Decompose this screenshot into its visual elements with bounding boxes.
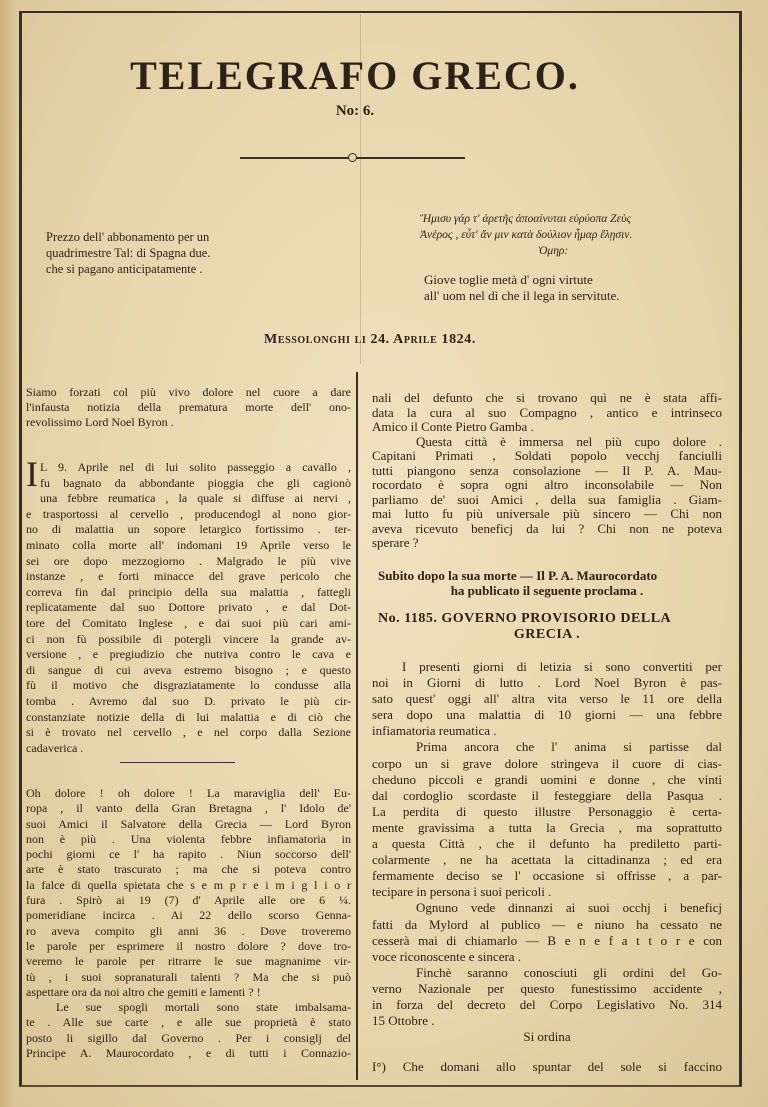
- text-line: mai lutto fu più universale più sincero — Chi non: [372, 507, 722, 521]
- text-line: fura . Spirò ai 19 (7) d' Aprile alle ore 6 ¼.: [26, 893, 351, 908]
- text-line: I°) Che domani allo spuntar del sole si faccino: [372, 1059, 722, 1075]
- text-line: cesserà mai di chiamarlo — B e n e f a t t o r e con: [372, 932, 722, 948]
- text-line: L 9. Aprile nel di lui solito passeggio a cavallo ,: [40, 460, 351, 474]
- text-line: corpo un si grave dolore stringeva il cuore di cias-: [372, 755, 722, 771]
- announcement-line: ha publicato il seguente proclama .: [450, 583, 644, 598]
- heading-line: No. 1185. GOVERNO PROVISORIO DELLA: [378, 611, 672, 626]
- text-line: Ognuno vede dinnanzi ai suoi occhj i beneficj: [416, 900, 722, 916]
- text-line: si è trovato nel cervello , e nel corpo dalla Sezione: [26, 725, 351, 740]
- text-line: voce riconoscente e sincera .: [372, 948, 522, 964]
- text-line: Le sue spogli mortali sono state imbalsama-: [56, 1000, 351, 1015]
- text-line: la falce di quella spietata che s e m p r e i m i g l i o r: [26, 877, 351, 892]
- proclamation-heading: [372, 611, 722, 643]
- text-line: constanziate notizie della di lui malattia e di ciò che: [26, 709, 351, 724]
- text-line: in forza del decreto del Corpo Legislativo No. 314: [372, 996, 722, 1012]
- text-line: correva fin dal principio della sua malattia , fattegli: [26, 584, 351, 599]
- text-line: Siamo forzati col più vivo dolore nel cuore a dare: [26, 385, 351, 399]
- order-heading: Si ordina: [523, 1029, 571, 1045]
- text-line: replicatamente dal suo Dottore privato , e dal Dot-: [26, 600, 351, 615]
- text-line: Finchè saranno conosciuti gli ordini del Go-: [416, 964, 722, 980]
- text-line: cadaverica .: [26, 740, 84, 755]
- text-line: sato quest' oggi all' altra vita verso le 11 ore della: [372, 691, 722, 707]
- text-line: tù , i suoi sopranaturali talenti ? Ma che si può: [26, 969, 351, 984]
- text-line: revolissimo Lord Noel Byron .: [26, 415, 174, 429]
- text-line: ropa , il vanto della Gran Bretagna , l' Idolo de': [26, 801, 351, 816]
- text-line: ci non fù possibile di potergli vincere la grande av-: [26, 631, 351, 646]
- heading-line: GRECIA .: [513, 627, 581, 642]
- italian-line: all' uom nel dì che il lega in servitute.: [424, 288, 620, 303]
- adjacent-page-edge: [0, 0, 16, 1107]
- text-line: Oh dolore ! oh dolore ! La maraviglia dell' Eu-: [26, 786, 351, 800]
- greek-line: Ἥμισυ γάρ τ' ἀρετῆς ἀποαίνυται εὐρύοπα Ζεὺς: [420, 213, 632, 225]
- text-line: di sangue di cui aveva estremo bisogno ; e questo: [26, 662, 351, 677]
- text-line: arte è stato trascurato ; ma che si poteva contro: [26, 862, 351, 877]
- drop-cap: I: [26, 454, 38, 494]
- text-line: verno Nazionale per questo funestissimo accidente ,: [372, 980, 722, 996]
- paragraph: [372, 739, 722, 900]
- text-line: tecipare in persona i suoi pericoli .: [372, 884, 552, 900]
- text-line: pochi giorni ce l' ha rapito . Niun soccorso dell': [26, 847, 351, 862]
- greek-author: Ὁμηρ:: [538, 245, 569, 257]
- text-line: suoi Amici il Salvatore della Grecia — Lord Byron: [26, 816, 351, 831]
- text-line: Questa città è immersa nel più cupo dolore .: [416, 434, 722, 449]
- text-line: a questa Città , che il defunto ha prediletto parti-: [372, 836, 722, 852]
- text-line: veremo le parole per ritrarre le sue magnanime vir-: [26, 954, 351, 969]
- text-line: tore del Comitato Inglese , e dai suoi più cari ami-: [26, 615, 351, 630]
- announcement-line: Subito dopo la sua morte — Il P. A. Maurocordato: [378, 568, 658, 583]
- text-line: l'infausta notizia della prematura morte dell' ono-: [26, 400, 351, 414]
- paragraph: [372, 1059, 722, 1075]
- paragraph: [26, 385, 351, 430]
- text-line: versione , e pregiudizio che nutriva contro le cava e: [26, 647, 351, 662]
- italian-line: Giove toglie metà d' ogni virtute: [424, 272, 593, 287]
- paragraph: [372, 391, 722, 435]
- text-line: 15 Ottobre .: [372, 1013, 435, 1029]
- text-line: parliamo de' suoi Amici , della sua famiglia . Giam-: [372, 492, 722, 507]
- text-line: I presenti giorni di letizia si sono convertiti per: [402, 659, 722, 674]
- paragraph: [372, 900, 722, 964]
- paragraph: [26, 1000, 351, 1061]
- text-line: fermamente deciso se l' occasione si offrisse , a par-: [372, 868, 722, 884]
- text-line: noi in Giorni di lutto . Lord Noel Byron è pas-: [372, 675, 722, 691]
- section-divider: [120, 762, 235, 763]
- paragraph-drop-cap: [26, 454, 351, 756]
- announcement: [372, 568, 722, 598]
- text-line: infiamatoria reumatica .: [372, 723, 497, 739]
- proclamation-body: [372, 659, 722, 1075]
- text-line: fù il motivo che disgraziatamente lo condusse alla: [26, 678, 351, 693]
- text-line: aspettare ora da noi altro che gemiti e lamenti ? !: [26, 984, 261, 999]
- text-line: Amico il Conte Pietro Gamba .: [372, 420, 534, 434]
- subscription-line: che si pagano anticipatamente .: [46, 262, 203, 276]
- text-line: tutti piangono senza consolazione — Il P. A. Mau-: [372, 463, 722, 478]
- text-line: fatti da Mylord al publico — e niuno ha cessato ne: [372, 916, 722, 932]
- text-line: Principe A. Maurocordato , e di tutti i Connazio-: [26, 1046, 351, 1061]
- right-column-top: [372, 391, 722, 551]
- ornamental-rule-dot: [348, 153, 357, 162]
- paragraph: [372, 435, 722, 551]
- text-line: Capitani Primati , Soldati popolo vecchj fanciulli: [372, 449, 722, 463]
- text-line: mente gravissima a tutta la Grecia , ma soprattutto: [372, 819, 722, 835]
- text-line: le parole per esprimere il nostro dolore ? dove tro-: [26, 938, 351, 953]
- dateline: Messolonghi li 24. Aprile 1824.: [264, 332, 476, 347]
- text-line: Prima ancora che l' anima si partisse dal: [416, 739, 722, 755]
- text-line: tomba . Avremo dal suo D. privato le più cir-: [26, 693, 351, 708]
- masthead-title: TELEGRAFO GRECO.: [130, 53, 580, 98]
- text-line: nali del defunto che si trovano quì ne è stata affi-: [372, 391, 722, 405]
- epigraph-greek: [420, 211, 632, 259]
- text-line: una febbre reumatica , la quale si diffuse ai nervi ,: [40, 491, 351, 506]
- text-line: no di malattia un sopore letargico fortissimo . ter-: [26, 522, 351, 537]
- paragraph: [26, 786, 351, 1000]
- issue-number: No: 6.: [335, 103, 375, 119]
- text-line: sera dopo una malattia di 10 giorni — una febbre: [372, 707, 722, 723]
- paragraph: [372, 659, 722, 739]
- text-line: ro aveva compito gli anni 36 . Dove troveremo: [26, 923, 351, 938]
- text-line: sei ore dopo mezzogiorno . Malgrado le più vive: [26, 553, 351, 568]
- greek-line: Ἀνέρος , εὖτ' ἄν μιν κατὰ δούλιον ἦμαρ ἕλῃσιν.: [420, 229, 633, 241]
- text-line: minato colla morte all' indomani 19 Aprile verso le: [26, 537, 351, 552]
- subscription-line: quadrimestre Tal: di Spagna due.: [46, 246, 211, 260]
- text-line: non è più . Una violenta febbre infiamatoria in: [26, 831, 351, 846]
- text-line: fu bagnato da abbondante pioggia che gli cagionò: [40, 475, 351, 490]
- text-line: instanze , e forti minacce del grave pericolo che: [26, 569, 351, 584]
- text-line: posto li sigillo dal Governo . Per i consiglj del: [26, 1030, 351, 1045]
- column-separator: [356, 372, 358, 1080]
- text-line: pomeridiane incirca . Ai 22 dello scorso Genna-: [26, 908, 351, 923]
- text-line: data la cura al suo Compagno , antico e intrinseco: [372, 405, 722, 420]
- text-line: colarmente , ne ha acettata la cittadinanza ; ed era: [372, 852, 722, 868]
- text-line: cheduno piccoli e grandi uomini e donne , che vinti: [372, 771, 722, 787]
- text-line: dal cordoglio scordaste il festeggiare della Pasqua .: [372, 787, 722, 803]
- text-line: e trasportossi al cervello , producendogl al nono gior-: [26, 506, 351, 521]
- paragraph-body: [26, 454, 351, 756]
- paragraph: [372, 965, 722, 1029]
- text-line: sperare ?: [372, 536, 419, 550]
- epigraph-italian: [424, 272, 619, 304]
- text-line: te . Alle sue carte , e alle sue proprietà è stato: [26, 1015, 351, 1030]
- subscription-line: Prezzo dell' abbonamento per un: [46, 230, 210, 244]
- text-line: rocordato è sopra ogni altro inconsolabile — Non: [372, 478, 722, 492]
- column-continuation: [26, 786, 351, 1061]
- subscription-price: [46, 229, 210, 277]
- text-line: aveva ricevuto beneficj da lui ? Chi non ne poteva: [372, 521, 722, 536]
- text-line: La perdita di questo illustre Personaggio è certa-: [372, 803, 722, 819]
